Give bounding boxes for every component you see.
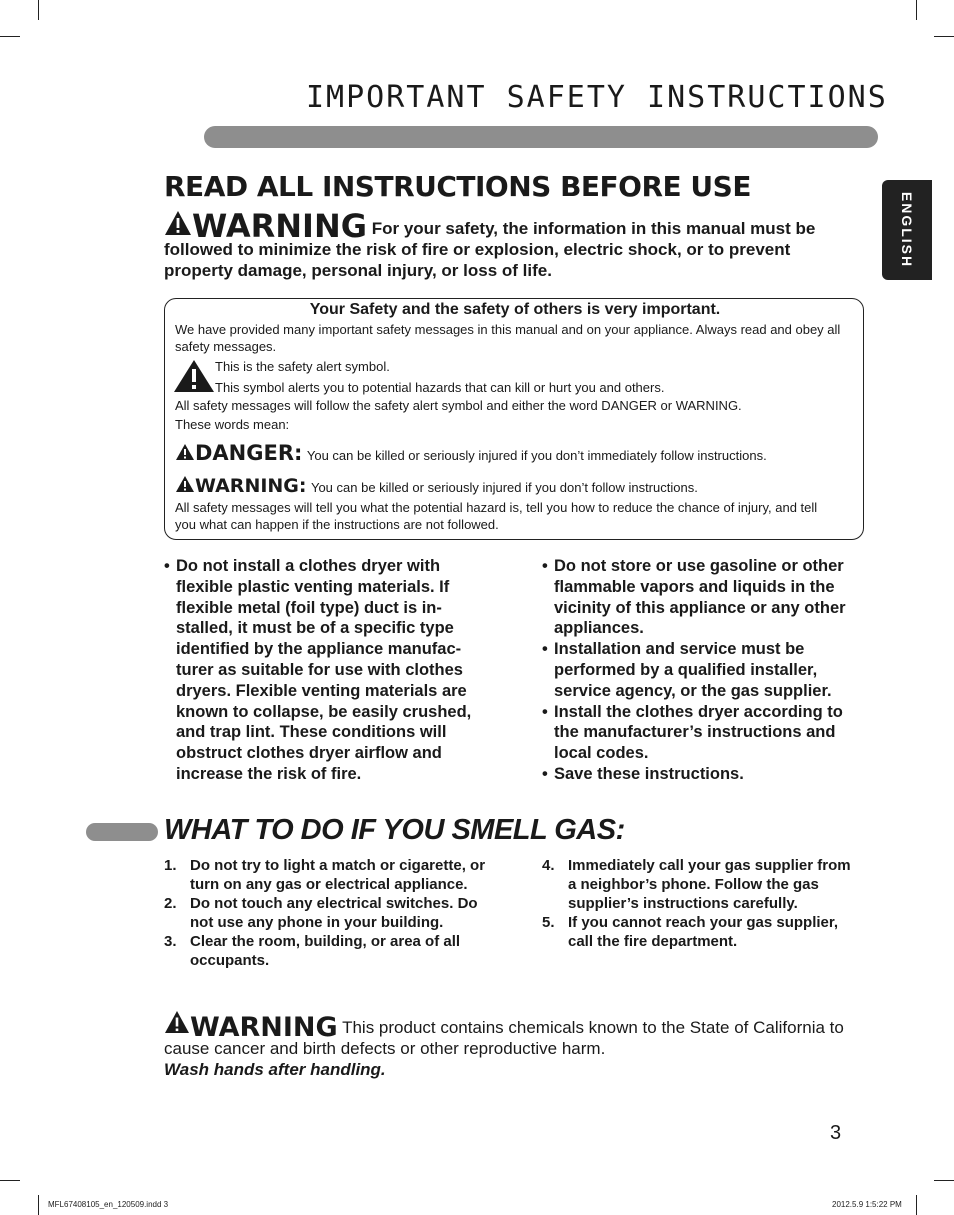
- alert-icon: [175, 475, 195, 493]
- list-item: [542, 856, 852, 913]
- words-mean: These words mean:: [175, 417, 290, 432]
- step-text: Immediately call your gas supplier from a neighbor’s phone. Follow the gas supplier’s instructions carefully.: [568, 857, 851, 912]
- read-instructions-heading: READ ALL INSTRUCTIONS BEFORE USE: [164, 170, 751, 203]
- bullets-right: [542, 556, 872, 785]
- step-number: 2.: [164, 895, 177, 912]
- crop-mark: [0, 1180, 20, 1181]
- crop-mark: [934, 36, 954, 37]
- footer-timestamp: 2012.5.9 1:5:22 PM: [832, 1200, 902, 1209]
- list-item: [164, 856, 494, 894]
- language-tab-label: ENGLISH: [899, 191, 916, 269]
- list-item: [542, 913, 852, 951]
- crop-mark: [38, 1195, 39, 1215]
- warning-line: [175, 475, 855, 497]
- language-tab: [882, 180, 932, 280]
- warning-word: WARNING:: [195, 475, 307, 497]
- footer-file: MFL67408105_en_120509.indd 3: [48, 1200, 169, 1209]
- safety-box-closing: All safety messages will tell you what the potential hazard is, tell you how to reduce the chance of injury, and tell you what can happen if the instructions are not followed.: [175, 500, 818, 532]
- danger-word: DANGER:: [195, 441, 303, 465]
- step-number: 5.: [542, 914, 555, 931]
- safety-alert-symbol-icon: [173, 359, 215, 393]
- list-item: • Do not install a clothes dryer with flexible plastic venting materials. If flexible metal (foil type) duct is in-stalled, it must be of a specific type identified by the appliance manufac-turer as suitable for use with clothes dryers. Flexible venting materials are known to collapse, be easily crushed, and trap lint. These conditions will obstruct clothes dryer airflow and increase the risk of fire.: [164, 556, 494, 785]
- list-item: • Save these instructions.: [542, 764, 872, 785]
- danger-line: [175, 441, 855, 465]
- list-item: • Do not store or use gasoline or other flammable vapors and liquids in the vicinity of this appliance or any other appliances.: [542, 556, 872, 639]
- symbol-description: This is the safety alert symbol.: [215, 359, 390, 374]
- symbol-alert-description: This symbol alerts you to potential hazards that can kill or hurt you and others.: [215, 380, 665, 395]
- step-number: 3.: [164, 933, 177, 950]
- gas-steps-left: [164, 856, 494, 970]
- step-text: Do not try to light a match or cigarette, or turn on any gas or electrical appliance.: [190, 857, 486, 893]
- list-item: [164, 894, 494, 932]
- gas-section-title: WHAT TO DO IF YOU SMELL GAS:: [164, 814, 625, 846]
- warning-word: WARNING: [192, 207, 367, 245]
- alert-icon: [175, 443, 195, 461]
- safety-messages-note: All safety messages will follow the safety alert symbol and either the word DANGER or WARNING.: [175, 398, 742, 413]
- safety-box-title: Your Safety and the safety of others is very important.: [309, 301, 721, 318]
- warning-text: You can be killed or seriously injured if you don’t follow instructions.: [310, 480, 698, 495]
- wash-hands-note: Wash hands after handling.: [164, 1060, 386, 1079]
- safety-message-box: [164, 298, 864, 540]
- bullets-left: [164, 556, 494, 785]
- crop-mark: [916, 1195, 917, 1215]
- step-number: 4.: [542, 857, 555, 874]
- alert-icon: [164, 210, 192, 236]
- crop-mark: [934, 1180, 954, 1181]
- intro-warning: [164, 207, 844, 281]
- safety-box-intro: We have provided many important safety messages in this manual and on your appliance. Always read and obey all safety messages.: [175, 322, 841, 354]
- header-bar: [204, 126, 878, 148]
- crop-mark: [0, 36, 20, 37]
- step-text: Do not touch any electrical switches. Do not use any phone in your building.: [190, 895, 478, 931]
- list-item: • Installation and service must be performed by a qualified installer, service agency, or the gas supplier.: [542, 639, 872, 701]
- list-item: • Install the clothes dryer according to the manufacturer’s instructions and local codes.: [542, 702, 872, 764]
- california-warning-text: This product contains chemicals known to the State of California to cause cancer and birth defects or other reproductive harm.: [164, 1018, 844, 1058]
- warning-word: WARNING: [190, 1012, 338, 1043]
- gas-steps-right: [542, 856, 852, 951]
- crop-mark: [916, 0, 917, 20]
- danger-text: You can be killed or seriously injured if you don’t immediately follow instructions.: [306, 448, 767, 463]
- section-marker: [86, 823, 158, 841]
- page-number: 3: [830, 1122, 842, 1144]
- step-text: Clear the room, building, or area of all occupants.: [190, 933, 461, 969]
- step-number: 1.: [164, 857, 177, 874]
- page-title: IMPORTANT SAFETY INSTRUCTIONS: [306, 80, 888, 115]
- intro-warning-text: For your safety, the information in this manual must be followed to minimize the risk of fire or explosion, electric shock, or to prevent property damage, personal injury, or loss of life.: [164, 219, 816, 280]
- step-text: If you cannot reach your gas supplier, call the fire department.: [568, 914, 839, 950]
- list-item: [164, 932, 494, 970]
- alert-icon: [164, 1010, 190, 1034]
- california-warning: [164, 1010, 864, 1080]
- crop-mark: [38, 0, 39, 20]
